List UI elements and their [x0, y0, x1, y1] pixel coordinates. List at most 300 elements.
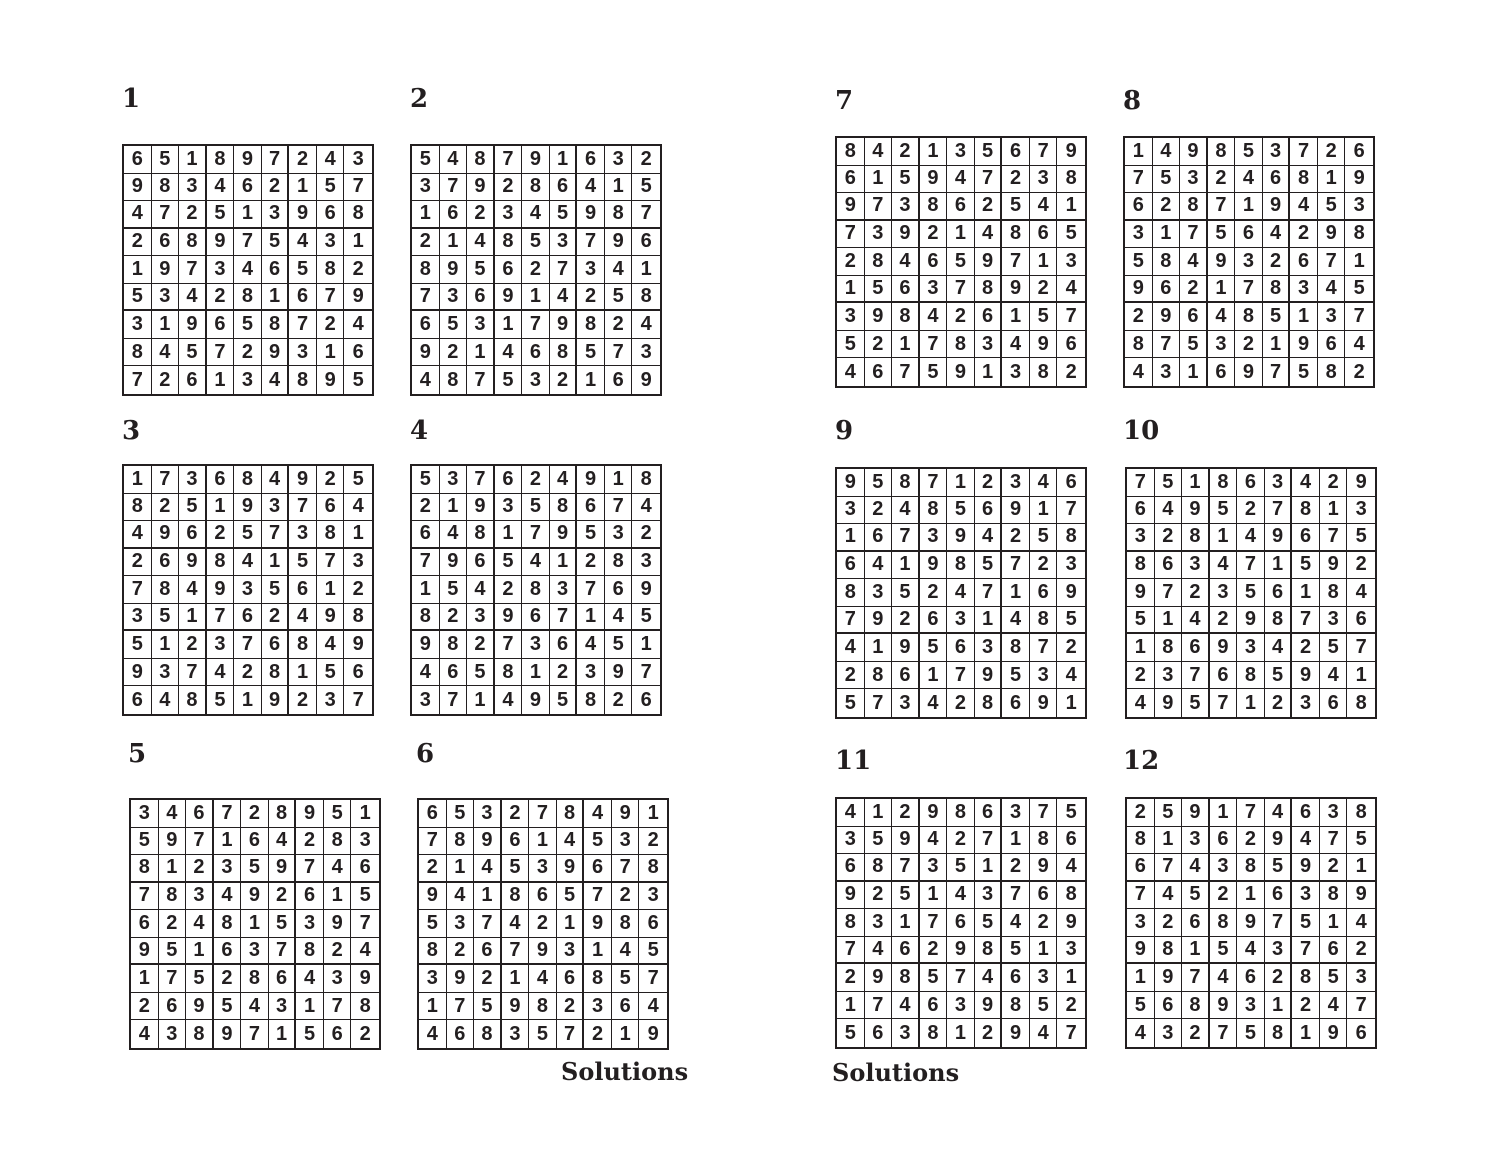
sudoku-cell: 2 [186, 855, 214, 883]
sudoku-cell: 5 [152, 604, 180, 632]
sudoku-cell: 3 [550, 576, 578, 604]
sudoku-cell: 1 [234, 201, 262, 229]
sudoku-cell: 6 [1345, 138, 1373, 166]
sudoku-cell: 1 [865, 634, 893, 662]
sudoku-cell: 5 [837, 331, 865, 359]
sudoku-cell: 2 [214, 965, 242, 993]
sudoku-cell: 2 [124, 229, 152, 257]
sudoku-cell: 5 [474, 993, 502, 1021]
sudoku-cell: 6 [1057, 469, 1085, 497]
sudoku-cell: 8 [529, 993, 557, 1021]
sudoku-cell: 9 [207, 576, 235, 604]
sudoku-cell: 9 [269, 855, 297, 883]
sudoku-cell: 2 [975, 1019, 1003, 1047]
sudoku-cell: 9 [152, 521, 180, 549]
sudoku-cell: 2 [124, 549, 152, 577]
sudoku-cell: 3 [495, 494, 523, 522]
sudoku-cell: 1 [1030, 248, 1058, 276]
sudoku-cell: 6 [837, 854, 865, 882]
sudoku-cell: 4 [1235, 166, 1263, 194]
sudoku-cell: 2 [1180, 276, 1208, 304]
sudoku-cell: 3 [1318, 303, 1346, 331]
sudoku-cell: 7 [124, 576, 152, 604]
sudoku-cell: 5 [1182, 689, 1210, 717]
sudoku-cell: 5 [920, 964, 948, 992]
sudoku-cell: 8 [1318, 358, 1346, 386]
sudoku-cell: 3 [632, 339, 660, 367]
sudoku-cell: 3 [1057, 552, 1085, 580]
sudoku-cell: 9 [214, 1020, 242, 1048]
sudoku-cell: 5 [1002, 193, 1030, 221]
sudoku-cell: 8 [269, 800, 297, 828]
sudoku-cell: 9 [179, 549, 207, 577]
sudoku-grid [417, 798, 669, 1050]
sudoku-cell: 8 [1237, 662, 1265, 690]
sudoku-cell: 2 [495, 576, 523, 604]
sudoku-cell: 1 [440, 494, 468, 522]
sudoku-cell: 1 [1127, 634, 1155, 662]
sudoku-cell: 8 [892, 303, 920, 331]
sudoku-cell: 6 [317, 494, 345, 522]
sudoku-cell: 5 [152, 146, 180, 174]
sudoku-cell: 9 [152, 256, 180, 284]
sudoku-cell: 1 [1320, 909, 1348, 937]
sudoku-cell: 5 [1002, 937, 1030, 965]
sudoku-cell: 3 [1210, 854, 1238, 882]
sudoku-cell: 8 [262, 659, 290, 687]
sudoku-cell: 6 [269, 965, 297, 993]
sudoku-cell: 4 [522, 201, 550, 229]
sudoku-cell: 5 [1345, 276, 1373, 304]
sudoku-cell: 6 [344, 659, 372, 687]
sudoku-cell: 2 [159, 910, 187, 938]
sudoku-cell: 3 [1237, 992, 1265, 1020]
sudoku-cell: 3 [1347, 497, 1375, 525]
sudoku-cell: 8 [1290, 166, 1318, 194]
sudoku-cell: 9 [1155, 964, 1183, 992]
sudoku-cell: 1 [495, 311, 523, 339]
sudoku-cell: 2 [262, 604, 290, 632]
sudoku-cell: 3 [207, 256, 235, 284]
sudoku-cell: 1 [474, 883, 502, 911]
sudoku-cell: 5 [837, 1019, 865, 1047]
sudoku-cell: 3 [124, 604, 152, 632]
sudoku-cell: 6 [1235, 221, 1263, 249]
sudoku-cell: 9 [1265, 827, 1293, 855]
sudoku-cell: 2 [502, 800, 530, 828]
sudoku-cell: 7 [495, 146, 523, 174]
sudoku-cell: 4 [1318, 276, 1346, 304]
sudoku-cell: 8 [344, 201, 372, 229]
sudoku-cell: 6 [522, 604, 550, 632]
sudoku-cell: 6 [1002, 689, 1030, 717]
sudoku-cell: 3 [131, 800, 159, 828]
sudoku-cell: 6 [1320, 689, 1348, 717]
sudoku-cell: 8 [124, 339, 152, 367]
sudoku-cell: 8 [639, 855, 667, 883]
sudoku-cell: 6 [440, 201, 468, 229]
sudoku-cell: 2 [557, 993, 585, 1021]
sudoku-cell: 3 [550, 229, 578, 257]
sudoku-cell: 6 [1002, 964, 1030, 992]
sudoku-cell: 1 [262, 284, 290, 312]
sudoku-cell: 1 [892, 909, 920, 937]
sudoku-cell: 8 [632, 284, 660, 312]
sudoku-cell: 5 [412, 466, 440, 494]
sudoku-cell: 2 [1353, 360, 1365, 383]
sudoku-cell: 5 [1265, 662, 1293, 690]
sudoku-cell: 7 [324, 993, 352, 1021]
sudoku-cell: 5 [1208, 221, 1236, 249]
sudoku-cell: 3 [317, 229, 345, 257]
sudoku-cell: 5 [522, 229, 550, 257]
sudoku-cell: 9 [550, 311, 578, 339]
sudoku-cell: 6 [975, 497, 1003, 525]
sudoku-cell: 6 [865, 1019, 893, 1047]
sudoku-cell: 1 [557, 910, 585, 938]
sudoku-cell: 9 [865, 964, 893, 992]
sudoku-cell: 8 [467, 521, 495, 549]
sudoku-cell: 4 [124, 201, 152, 229]
sudoku-cell: 7 [447, 993, 475, 1021]
sudoku-cell: 1 [632, 256, 660, 284]
sudoku-cell: 8 [351, 993, 379, 1021]
sudoku-cell: 2 [1127, 799, 1155, 827]
sudoku-cell: 7 [1030, 634, 1058, 662]
sudoku-cell: 4 [920, 827, 948, 855]
sudoku-cell: 6 [474, 938, 502, 966]
sudoku-cell: 5 [289, 549, 317, 577]
sudoku-cell: 3 [317, 686, 345, 714]
sudoku-cell: 2 [241, 800, 269, 828]
sudoku-cell: 1 [522, 659, 550, 687]
sudoku-cell: 9 [947, 937, 975, 965]
sudoku-cell: 7 [289, 494, 317, 522]
sudoku-cell: 8 [1182, 992, 1210, 1020]
sudoku-cell: 7 [557, 1020, 585, 1048]
sudoku-cell: 8 [1155, 937, 1183, 965]
sudoku-cell: 9 [605, 229, 633, 257]
sudoku-cell: 2 [412, 229, 440, 257]
sudoku-cell: 7 [1030, 138, 1058, 166]
sudoku-cell: 4 [632, 494, 660, 522]
sudoku-cell: 1 [612, 1020, 640, 1048]
sudoku-cell: 3 [837, 497, 865, 525]
sudoku-cell: 4 [317, 146, 345, 174]
sudoku-cell: 8 [447, 828, 475, 856]
sudoku-cell: 8 [502, 883, 530, 911]
sudoku-cell: 3 [1057, 248, 1085, 276]
sudoku-cell: 6 [1237, 964, 1265, 992]
sudoku-cell: 2 [1182, 579, 1210, 607]
sudoku-cell: 5 [289, 256, 317, 284]
sudoku-cell: 9 [1320, 552, 1348, 580]
sudoku-cell: 9 [1180, 138, 1208, 166]
sudoku-cell: 1 [1265, 552, 1293, 580]
sudoku-cell: 7 [289, 311, 317, 339]
sudoku-cell: 3 [1125, 221, 1153, 249]
sudoku-cell: 6 [1030, 882, 1058, 910]
sudoku-cell: 2 [605, 311, 633, 339]
sudoku-cell: 2 [1318, 138, 1346, 166]
sudoku-cell: 4 [550, 284, 578, 312]
sudoku-cell: 8 [289, 631, 317, 659]
sudoku-cell: 6 [1320, 937, 1348, 965]
sudoku-cell: 3 [1002, 469, 1030, 497]
sudoku-cell: 6 [1292, 524, 1320, 552]
sudoku-cell: 3 [1182, 827, 1210, 855]
sudoku-cell: 7 [344, 174, 372, 202]
sudoku-cell: 5 [1318, 193, 1346, 221]
sudoku-cell: 8 [1292, 497, 1320, 525]
sudoku-cell: 8 [947, 799, 975, 827]
sudoku-cell: 4 [1265, 634, 1293, 662]
sudoku-cell: 5 [975, 138, 1003, 166]
sudoku-cell: 2 [577, 549, 605, 577]
sudoku-cell: 7 [1127, 882, 1155, 910]
sudoku-cell: 5 [577, 521, 605, 549]
sudoku-cell: 6 [289, 576, 317, 604]
sudoku-cell: 2 [1065, 360, 1077, 383]
sudoku-cell: 8 [1263, 276, 1291, 304]
sudoku-cell: 6 [207, 311, 235, 339]
sudoku-cell: 6 [1318, 331, 1346, 359]
sudoku-cell: 8 [920, 193, 948, 221]
sudoku-cell: 8 [920, 1019, 948, 1047]
sudoku-cell: 3 [440, 466, 468, 494]
sudoku-cell: 3 [975, 882, 1003, 910]
sudoku-cell: 5 [632, 174, 660, 202]
sudoku-cell: 8 [1002, 221, 1030, 249]
sudoku-cell: 4 [207, 659, 235, 687]
sudoku-cell: 9 [1347, 469, 1375, 497]
sudoku-cell: 3 [584, 993, 612, 1021]
sudoku-cell: 1 [1155, 607, 1183, 635]
sudoku-cell: 4 [447, 883, 475, 911]
sudoku-cell: 3 [186, 883, 214, 911]
sudoku-cell: 9 [234, 494, 262, 522]
sudoku-cell: 5 [214, 993, 242, 1021]
sudoku-cell: 5 [317, 659, 345, 687]
sudoku-cell: 3 [344, 146, 372, 174]
sudoku-cell: 1 [351, 800, 379, 828]
sudoku-cell: 8 [495, 659, 523, 687]
sudoku-cell: 1 [920, 138, 948, 166]
sudoku-cell: 6 [262, 256, 290, 284]
sudoku-cell: 6 [495, 466, 523, 494]
sudoku-cell: 8 [865, 248, 893, 276]
sudoku-cell: 4 [269, 828, 297, 856]
sudoku-cell: 9 [412, 631, 440, 659]
sudoku-cell: 4 [837, 799, 865, 827]
sudoku-cell: 5 [124, 631, 152, 659]
sudoku-cell: 2 [1235, 331, 1263, 359]
sudoku-cell: 1 [1182, 937, 1210, 965]
sudoku-cell: 8 [289, 366, 317, 394]
puzzle-number: 4 [410, 416, 429, 446]
sudoku-cell: 8 [152, 576, 180, 604]
sudoku-cell: 9 [1057, 909, 1085, 937]
sudoku-cell: 1 [419, 993, 447, 1021]
sudoku-cell: 9 [865, 303, 893, 331]
sudoku-cell: 7 [262, 521, 290, 549]
sudoku-cell: 3 [1263, 138, 1291, 166]
sudoku-cell: 9 [1210, 634, 1238, 662]
sudoku-cell: 1 [344, 229, 372, 257]
puzzle-number: 9 [835, 416, 854, 446]
sudoku-cell: 3 [1292, 882, 1320, 910]
sudoku-cell: 3 [892, 193, 920, 221]
sudoku-cell: 3 [577, 256, 605, 284]
sudoku-cell: 6 [605, 576, 633, 604]
sudoku-cell: 7 [550, 256, 578, 284]
sudoku-cell: 9 [317, 604, 345, 632]
sudoku-cell: 4 [1237, 937, 1265, 965]
sudoku-cell: 8 [1237, 854, 1265, 882]
sudoku-cell: 7 [605, 339, 633, 367]
sudoku-cell: 1 [920, 662, 948, 690]
sudoku-cell: 4 [440, 521, 468, 549]
sudoku-cell: 8 [1320, 579, 1348, 607]
sudoku-cell: 1 [234, 686, 262, 714]
sudoku-cell: 4 [920, 689, 948, 717]
sudoku-cell: 2 [1263, 248, 1291, 276]
sudoku-cell: 7 [269, 938, 297, 966]
sudoku-cell: 6 [865, 524, 893, 552]
sudoku-cell: 8 [179, 686, 207, 714]
sudoku-cell: 8 [837, 909, 865, 937]
sudoku-cell: 2 [419, 855, 447, 883]
sudoku-cell: 3 [495, 201, 523, 229]
sudoku-cell: 6 [892, 937, 920, 965]
sudoku-cell: 1 [124, 256, 152, 284]
sudoku-cell: 5 [605, 284, 633, 312]
sudoku-cell: 9 [975, 662, 1003, 690]
sudoku-cell: 4 [324, 855, 352, 883]
sudoku-cell: 3 [947, 607, 975, 635]
sudoku-cell: 9 [892, 634, 920, 662]
sudoku-cell: 1 [124, 466, 152, 494]
sudoku-cell: 5 [440, 311, 468, 339]
sudoku-cell: 7 [1057, 497, 1085, 525]
sudoku-cell: 2 [447, 938, 475, 966]
sudoku-cell: 1 [289, 659, 317, 687]
sudoku-cell: 5 [351, 883, 379, 911]
sudoku-cell: 1 [1345, 248, 1373, 276]
sudoku-cell: 2 [529, 910, 557, 938]
sudoku-cell: 1 [412, 201, 440, 229]
sudoku-cell: 9 [1237, 909, 1265, 937]
sudoku-cell: 2 [1210, 607, 1238, 635]
sudoku-cell: 7 [1210, 1019, 1238, 1047]
sudoku-cell: 9 [640, 368, 652, 391]
sudoku-cell: 1 [522, 284, 550, 312]
sudoku-cell: 6 [640, 688, 652, 711]
sudoku-cell: 7 [632, 201, 660, 229]
sudoku-cell: 7 [234, 229, 262, 257]
solutions-label-left: Solutions [561, 1057, 689, 1086]
sudoku-cell: 9 [495, 604, 523, 632]
sudoku-cell: 2 [1265, 689, 1293, 717]
sudoku-cell: 7 [522, 521, 550, 549]
sudoku-cell: 9 [557, 855, 585, 883]
sudoku-cell: 4 [632, 311, 660, 339]
sudoku-cell: 3 [467, 604, 495, 632]
sudoku-cell: 6 [234, 174, 262, 202]
sudoku-cell: 4 [1345, 331, 1373, 359]
sudoku-cell: 9 [447, 965, 475, 993]
sudoku-cell: 6 [440, 659, 468, 687]
sudoku-cell: 9 [419, 883, 447, 911]
sudoku-cell: 2 [152, 494, 180, 522]
sudoku-cell: 2 [317, 311, 345, 339]
sudoku-cell: 9 [947, 358, 975, 386]
sudoku-cell: 1 [440, 229, 468, 257]
sudoku-cell: 6 [1182, 634, 1210, 662]
sudoku-cell: 1 [317, 576, 345, 604]
sudoku-cell: 9 [1210, 992, 1238, 1020]
sudoku-cell: 4 [495, 686, 523, 714]
sudoku-cell: 2 [522, 256, 550, 284]
sudoku-cell: 3 [351, 828, 379, 856]
sudoku-cell: 1 [892, 552, 920, 580]
sudoku-cell: 5 [344, 466, 372, 494]
sudoku-cell: 2 [1210, 882, 1238, 910]
sudoku-cell: 8 [892, 469, 920, 497]
sudoku-cell: 5 [550, 686, 578, 714]
sudoku-cell: 9 [344, 631, 372, 659]
sudoku-cell: 4 [1030, 193, 1058, 221]
sudoku-cell: 3 [529, 855, 557, 883]
sudoku-cell: 9 [1237, 607, 1265, 635]
sudoku-cell: 2 [152, 366, 180, 394]
sudoku-cell: 3 [892, 689, 920, 717]
sudoku-cell: 7 [1210, 689, 1238, 717]
sudoku-cell: 8 [1265, 607, 1293, 635]
sudoku-cell: 1 [1292, 1019, 1320, 1047]
sudoku-cell: 2 [1127, 662, 1155, 690]
sudoku-cell: 8 [1355, 691, 1367, 714]
sudoku-cell: 1 [1180, 358, 1208, 386]
sudoku-cell: 4 [131, 1020, 159, 1048]
sudoku-cell: 2 [1002, 854, 1030, 882]
sudoku-cell: 4 [1057, 276, 1085, 304]
sudoku-cell: 5 [262, 576, 290, 604]
sudoku-cell: 5 [186, 965, 214, 993]
sudoku-cell: 4 [1347, 579, 1375, 607]
sudoku-cell: 5 [1127, 607, 1155, 635]
sudoku-cell: 3 [179, 466, 207, 494]
sudoku-cell: 6 [920, 248, 948, 276]
sudoku-grid [410, 464, 662, 716]
sudoku-cell: 1 [1237, 689, 1265, 717]
sudoku-cell: 9 [577, 201, 605, 229]
sudoku-cell: 4 [1292, 469, 1320, 497]
puzzle-number: 10 [1123, 416, 1160, 446]
puzzle-number: 8 [1123, 86, 1142, 116]
sudoku-cell: 5 [892, 579, 920, 607]
puzzle-number: 11 [835, 746, 872, 776]
sudoku-cell: 4 [1155, 497, 1183, 525]
sudoku-cell: 4 [577, 631, 605, 659]
sudoku-cell: 6 [529, 883, 557, 911]
sudoku-cell: 7 [1345, 303, 1373, 331]
sudoku-cell: 7 [412, 284, 440, 312]
sudoku-cell: 2 [920, 937, 948, 965]
sudoku-cell: 7 [495, 631, 523, 659]
sudoku-cell: 1 [947, 221, 975, 249]
sudoku-cell: 1 [1127, 964, 1155, 992]
